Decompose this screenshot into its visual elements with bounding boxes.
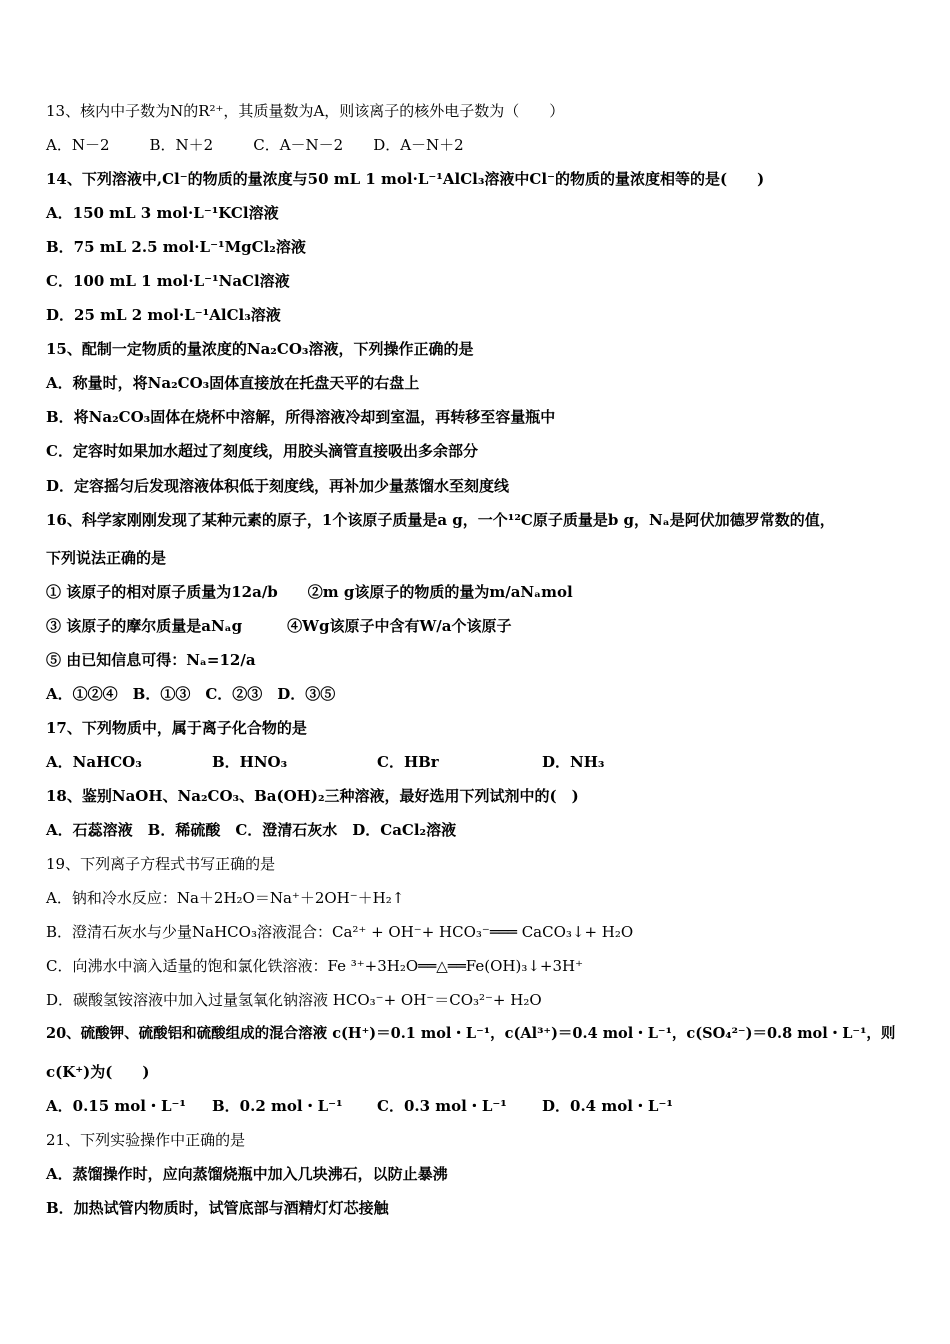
q15-option-a: A．称量时，将Na₂CO₃固体直接放在托盘天平的右盘上 — [46, 374, 420, 392]
q16-stem-line1: 16、科学家刚刚发现了某种元素的原子，1个该原子质量是a g，一个¹²C原子质量是b g，Nₐ是阿伏加德罗常数的值， — [46, 511, 835, 529]
q20-stem-line2: c(K⁺)为( ) — [46, 1063, 150, 1081]
q20-stem-line1: 20、硫酸钾、硫酸铝和硫酸组成的混合溶液 c(H⁺)＝0.1 mol・L⁻¹，c(Al³⁺)＝0.4 mol・L⁻¹，c(SO₄²⁻)＝0.8 mol・L⁻¹，则 — [46, 1025, 896, 1042]
q13-options — [46, 135, 464, 155]
q16-statement-1: ① 该原子的相对原子质量为12a/b ②m g该原子的物质的量为m/aNₐmol — [46, 583, 573, 601]
q20-option-b: B．0.2 mol・L⁻¹ — [212, 1097, 343, 1115]
q19-option-d: D．碳酸氢铵溶液中加入过量氢氧化钠溶液 HCO₃⁻+ OH⁻＝CO₃²⁻+ H₂O — [46, 991, 542, 1009]
q16-options: A．①②④ B．①③ C．②③ D．③⑤ — [46, 685, 336, 703]
q17-option-b: B．HNO₃ — [212, 753, 288, 771]
q15-option-c: C．定容时如果加水超过了刻度线，用胶头滴管直接吸出多余部分 — [46, 442, 478, 460]
q18-options: A．石蕊溶液 B．稀硫酸 C．澄清石灰水 D．CaCl₂溶液 — [46, 821, 457, 839]
q16-statement-2: ③ 该原子的摩尔质量是aNₐg ④Wg该原子中含有W/a个该原子 — [46, 617, 512, 635]
q13-option-a: A．N－2 — [46, 136, 110, 154]
q15-option-b: B．将Na₂CO₃固体在烧杯中溶解，所得溶液冷却到室温，再转移至容量瓶中 — [46, 408, 556, 426]
q21-stem: 21、下列实验操作中正确的是 — [46, 1131, 246, 1149]
q16-statement-3: ⑤ 由已知信息可得：Nₐ=12/a — [46, 651, 256, 669]
q21-option-a: A．蒸馏操作时，应向蒸馏烧瓶中加入几块沸石，以防止暴沸 — [46, 1165, 448, 1183]
q14-option-d: D．25 mL 2 mol·L⁻¹AlCl₃溶液 — [46, 306, 281, 324]
q13-stem: 13、核内中子数为N的R²⁺，其质量数为A，则该离子的核外电子数为（ ） — [46, 102, 565, 120]
q17-option-d: D．NH₃ — [542, 753, 605, 771]
q19-option-c: C．向沸水中滴入适量的饱和氯化铁溶液：Fe ³⁺+3H₂O══△══Fe(OH)₃↓+3H⁺ — [46, 957, 584, 975]
q20-option-a: A．0.15 mol・L⁻¹ — [46, 1097, 187, 1115]
q14-option-a: A．150 mL 3 mol·L⁻¹KCl溶液 — [46, 204, 279, 222]
q19-option-a: A．钠和冷水反应：Na＋2H₂O＝Na⁺＋2OH⁻＋H₂↑ — [46, 889, 405, 907]
q13-option-d: D．A－N＋2 — [373, 136, 464, 154]
q17-stem: 17、下列物质中，属于离子化合物的是 — [46, 719, 307, 737]
q14-option-c: C．100 mL 1 mol·L⁻¹NaCl溶液 — [46, 272, 290, 290]
q19-stem: 19、下列离子方程式书写正确的是 — [46, 855, 276, 873]
q17-option-a: A．NaHCO₃ — [46, 753, 142, 771]
q18-stem: 18、鉴别NaOH、Na₂CO₃、Ba(OH)₂三种溶液，最好选用下列试剂中的( ) — [46, 787, 579, 805]
q14-option-b: B．75 mL 2.5 mol·L⁻¹MgCl₂溶液 — [46, 238, 306, 256]
q20-option-c: C．0.3 mol・L⁻¹ — [377, 1097, 507, 1115]
q16-stem-line2: 下列说法正确的是 — [46, 549, 167, 567]
q14-stem: 14、下列溶液中,Cl⁻的物质的量浓度与50 mL 1 mol·L⁻¹AlCl₃溶液中Cl⁻的物质的量浓度相等的是( ) — [46, 170, 765, 188]
q15-stem: 15、配制一定物质的量浓度的Na₂CO₃溶液，下列操作正确的是 — [46, 340, 474, 358]
q17-option-c: C．HBr — [377, 753, 439, 771]
q21-option-b: B．加热试管内物质时，试管底部与酒精灯灯芯接触 — [46, 1199, 389, 1217]
q13-option-b: B．N＋2 — [149, 136, 214, 154]
q13-option-c: C．A－N－2 — [253, 136, 344, 154]
q19-option-b: B．澄清石灰水与少量NaHCO₃溶液混合：Ca²⁺ + OH⁻+ HCO₃⁻═══ CaCO₃↓+ H₂O — [46, 923, 634, 941]
q20-option-d: D．0.4 mol・L⁻¹ — [542, 1097, 673, 1115]
q15-option-d: D．定容摇匀后发现溶液体积低于刻度线，再补加少量蒸馏水至刻度线 — [46, 477, 510, 495]
